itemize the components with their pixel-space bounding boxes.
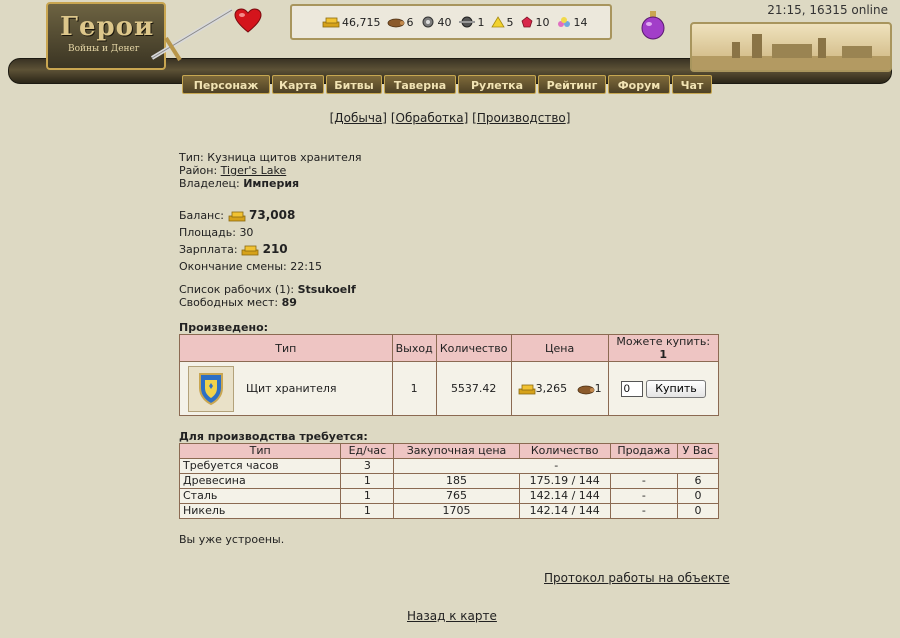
nav-character[interactable]: Персонаж <box>182 75 270 94</box>
owner-value: Империя <box>243 177 300 190</box>
gold-value: 46,715 <box>342 15 381 29</box>
owner-row <box>179 177 362 190</box>
can-buy-value: 1 <box>659 348 668 361</box>
area-row <box>179 224 362 241</box>
owner-label: Владелец: <box>179 177 240 190</box>
col-can-buy <box>608 335 718 362</box>
logo-title: Герои <box>60 12 155 42</box>
wood-value: 6 <box>406 15 414 29</box>
hours-row <box>180 459 719 474</box>
resource-panel <box>290 4 612 40</box>
free-places-row <box>179 296 362 309</box>
castle-image <box>690 22 892 72</box>
salary-label: Зарплата: <box>179 243 238 256</box>
shift-end-label: Окончание смены: <box>179 260 287 273</box>
type-row <box>179 151 362 164</box>
purchase-price: 185 <box>394 474 519 489</box>
nav-forum[interactable]: Форум <box>608 75 670 94</box>
shield-icon <box>198 372 224 406</box>
price-wood: 1 <box>594 382 602 395</box>
resource-gems <box>556 16 588 29</box>
resource-ore <box>420 16 452 29</box>
tab-production[interactable]: Производство <box>476 111 566 125</box>
nav-map[interactable]: Карта <box>272 75 324 94</box>
gems-icon <box>556 16 572 28</box>
stock-quantity: 142.14 / 144 <box>519 489 610 504</box>
heart-icon[interactable] <box>234 8 262 34</box>
price-gold: 3,265 <box>535 382 568 395</box>
item-name: Щит хранителя <box>246 382 337 395</box>
castle-icon <box>692 24 890 70</box>
buy-cell <box>608 362 718 416</box>
req-col-purchase-price: Закупочная цена <box>394 444 519 459</box>
facility-info <box>179 151 362 309</box>
resource-name: Древесина <box>180 474 341 489</box>
employment-status: Вы уже устроены. <box>179 533 285 546</box>
resource-name: Сталь <box>180 489 341 504</box>
logo-subtitle: Войны и Денег <box>68 44 140 54</box>
area-label: Площадь: <box>179 226 236 239</box>
potion-icon[interactable] <box>640 10 666 40</box>
balance-row <box>179 207 362 224</box>
facility-tabs: [Добыча] [Обработка] [Производство] <box>329 111 571 125</box>
resource-crystal <box>520 16 550 29</box>
sulfur-icon <box>491 16 505 28</box>
purchase-price: 765 <box>394 489 519 504</box>
per-hour: 1 <box>341 504 394 519</box>
stock-quantity: 142.14 / 144 <box>519 504 610 519</box>
buy-quantity-input[interactable] <box>621 381 643 397</box>
hours-value: 3 <box>341 459 394 474</box>
wood-icon <box>387 16 405 28</box>
type-label: Тип: <box>179 151 204 164</box>
district-link[interactable]: Tiger's Lake <box>220 164 287 177</box>
item-quantity: 5537.42 <box>436 362 511 416</box>
required-table <box>179 443 719 519</box>
per-hour: 1 <box>341 489 394 504</box>
shift-end-row <box>179 258 362 275</box>
balance-label: Баланс: <box>179 209 225 222</box>
produced-title: Произведено: <box>179 321 269 334</box>
workers-label: Список рабочих (1): <box>179 283 295 296</box>
item-output: 1 <box>392 362 436 416</box>
tab-mining[interactable]: Добыча <box>334 111 383 125</box>
balance-value: 73,008 <box>249 208 296 222</box>
table-row <box>180 474 719 489</box>
you-have: 6 <box>677 474 718 489</box>
sale: - <box>610 474 677 489</box>
tab-processing[interactable]: Обработка <box>395 111 464 125</box>
nav-tavern[interactable]: Таверна <box>384 75 456 94</box>
item-image <box>188 366 234 412</box>
req-col-sale: Продажа <box>610 444 677 459</box>
type-value: Кузница щитов хранителя <box>207 151 362 164</box>
required-header-row <box>180 444 719 459</box>
you-have: 0 <box>677 504 718 519</box>
main-nav <box>182 75 714 94</box>
nav-battles[interactable]: Битвы <box>326 75 382 94</box>
item-cell <box>180 362 393 416</box>
produced-header-row <box>180 335 719 362</box>
item-price <box>511 362 608 416</box>
col-quantity: Количество <box>436 335 511 362</box>
ore-value: 40 <box>437 15 452 29</box>
stock-quantity: 175.19 / 144 <box>519 474 610 489</box>
district-row <box>179 164 362 177</box>
mercury-icon <box>458 16 476 28</box>
resource-name: Никель <box>180 504 341 519</box>
col-type: Тип <box>180 335 393 362</box>
produced-item-row <box>180 362 719 416</box>
req-col-quantity: Количество <box>519 444 610 459</box>
gold-icon <box>322 16 340 28</box>
gold-icon <box>518 383 536 395</box>
req-col-per-hour: Ед/час <box>341 444 394 459</box>
crystal-value: 10 <box>535 15 550 29</box>
resource-mercury <box>458 16 485 29</box>
mercury-value: 1 <box>477 15 485 29</box>
workers-row <box>179 283 362 296</box>
ore-icon <box>420 16 436 28</box>
req-col-type: Тип <box>180 444 341 459</box>
area-value: 30 <box>239 226 254 239</box>
wood-icon <box>577 383 595 395</box>
nav-roulette[interactable]: Рулетка <box>458 75 536 94</box>
salary-value: 210 <box>262 242 288 256</box>
gold-icon <box>241 244 259 256</box>
free-places-label: Свободных мест: <box>179 296 279 309</box>
back-to-map-link[interactable]: Назад к карте <box>407 609 497 623</box>
nav-rating[interactable]: Рейтинг <box>538 75 606 94</box>
work-log-link[interactable]: Протокол работы на объекте <box>544 571 730 585</box>
online-status: 21:15, 16315 online <box>767 3 888 17</box>
resource-gold <box>322 16 381 29</box>
gold-icon <box>228 210 246 222</box>
buy-button[interactable]: Купить <box>646 380 706 398</box>
sale: - <box>610 504 677 519</box>
req-col-you-have: У Вас <box>677 444 718 459</box>
col-price: Цена <box>511 335 608 362</box>
sale: - <box>610 489 677 504</box>
nav-chat[interactable]: Чат <box>672 75 712 94</box>
workers-value: Stsukoelf <box>297 283 356 296</box>
gems-value: 14 <box>573 15 588 29</box>
resource-wood <box>387 16 414 29</box>
can-buy-label: Можете купить: <box>616 335 711 348</box>
table-row <box>180 504 719 519</box>
crystal-icon <box>520 16 534 28</box>
game-header <box>0 0 900 100</box>
district-label: Район: <box>179 164 218 177</box>
you-have: 0 <box>677 489 718 504</box>
purchase-price: 1705 <box>394 504 519 519</box>
salary-row <box>179 241 362 258</box>
required-title: Для производства требуется: <box>179 430 368 443</box>
col-output: Выход <box>392 335 436 362</box>
free-places-value: 89 <box>281 296 297 309</box>
hours-dash: - <box>394 459 719 474</box>
table-row <box>180 489 719 504</box>
sword-icon <box>140 2 240 62</box>
resource-sulfur <box>491 16 514 29</box>
sulfur-value: 5 <box>506 15 514 29</box>
per-hour: 1 <box>341 474 394 489</box>
shift-end-value: 22:15 <box>290 260 322 273</box>
produced-table <box>179 334 719 416</box>
hours-label: Требуется часов <box>180 459 341 474</box>
